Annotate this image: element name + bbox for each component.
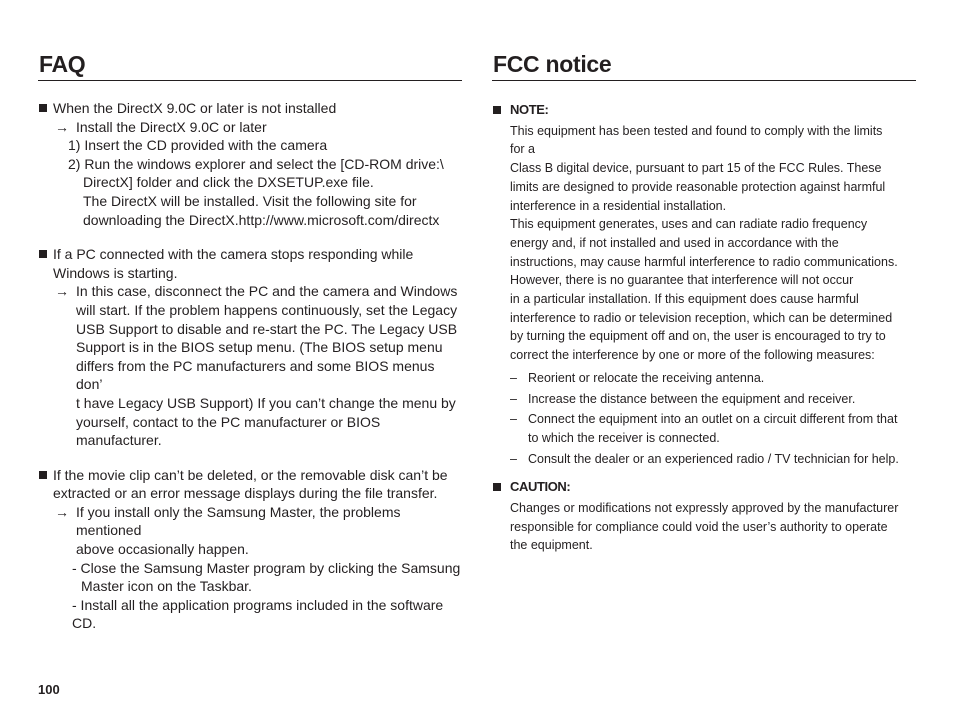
faq-item-2 — [38, 245, 462, 450]
fcc-heading: FCC notice — [492, 48, 916, 81]
page-number: 100 — [38, 682, 60, 697]
faq-step-continued: DirectX] folder and click the DXSETUP.exe file. — [83, 174, 374, 191]
dash-bullet: – — [510, 451, 517, 466]
arrow-icon: → — [55, 118, 69, 135]
measure-item: – Reorient or relocate the receiving antenna. — [492, 369, 916, 388]
measure-item: – Connect the equipment into an outlet on a circuit different from that to which the receiver is connected. — [510, 412, 898, 445]
note-heading: NOTE: — [492, 101, 916, 120]
faq-sub-item-continued: Master icon on the Taskbar. — [81, 578, 252, 595]
faq-heading: FAQ — [38, 48, 462, 81]
faq-question: When the DirectX 9.0C or later is not installed — [38, 99, 462, 118]
faq-body — [38, 99, 462, 633]
faq-column — [38, 48, 462, 649]
square-bullet-icon — [39, 471, 47, 479]
faq-sub-item: - Install all the application programs included in the software CD. — [72, 596, 444, 632]
square-bullet-icon — [493, 106, 501, 114]
faq-step: 1) Insert the CD provided with the camera — [68, 137, 328, 154]
arrow-icon: → — [55, 503, 69, 520]
fcc-body — [492, 101, 916, 555]
faq-answer: → In this case, disconnect the PC and the camera and Windows will start. If the problem happens continuously, set the Legacy USB Support to disable and re-start the PC. The Legacy USB Support is in the BIOS setup menu. (The BIOS setup menu differs from the PC manufacturers and some BIOS menus don’ t have Legacy USB Support) If you can’t change the menu by yourself, contact to the PC manufacturer or BIOS manufacturer. — [55, 283, 458, 449]
faq-question: If a PC connected with the camera stops responding while Windows is starting. — [38, 245, 462, 282]
faq-step-continued: The DirectX will be installed. Visit the following site for — [83, 192, 417, 209]
measure-item: – Increase the distance between the equipment and receiver. — [492, 390, 916, 409]
faq-sub-item: - Close the Samsung Master program by clicking the Samsung — [72, 559, 461, 576]
dash-bullet: – — [510, 370, 517, 385]
faq-item-1 — [38, 99, 462, 229]
caution-heading: CAUTION: — [492, 478, 916, 497]
faq-answer: → Install the DirectX 9.0C or later — [55, 118, 267, 135]
note-text: This equipment has been tested and found to comply with the limits for a Class B digital device, pursuant to part 15 of the FCC Rules. These limits are designed to provide reasonable protection against harmful interference in a residential installation. This equipment generates, uses and can radiate radio frequency energy and, if not installed and used in accordance with the instructions, may cause harmful interference to radio communications. However, there is no guarantee that interference will not occur in a particular installation. If this equipment does cause harmful interference to radio or television reception, which can be determined by turning the equipment off and on, the user is encouraged to try to correct the interference by one or more of the following measures: — [510, 123, 898, 363]
faq-item-3 — [38, 466, 462, 633]
faq-answer: → If you install only the Samsung Master, the problems mentioned above occasionally happen. — [55, 503, 401, 558]
arrow-icon: → — [55, 283, 69, 300]
faq-step: 2) Run the windows explorer and select the [CD-ROM drive:\ — [68, 155, 444, 172]
fcc-column — [492, 48, 916, 555]
dash-bullet: – — [510, 391, 517, 406]
caution-text: Changes or modifications not expressly approved by the manufacturer responsible for compliance could void the user’s authority to operate the equipment. — [510, 501, 899, 553]
faq-question: If the movie clip can’t be deleted, or the removable disk can’t be extracted or an error message displays during the file transfer. — [38, 466, 462, 503]
square-bullet-icon — [39, 104, 47, 112]
faq-step-continued: downloading the DirectX.http://www.microsoft.com/directx — [83, 211, 440, 228]
measure-item: – Consult the dealer or an experienced radio / TV technician for help. — [492, 450, 916, 469]
square-bullet-icon — [39, 250, 47, 258]
square-bullet-icon — [493, 483, 501, 491]
dash-bullet: – — [510, 412, 517, 427]
